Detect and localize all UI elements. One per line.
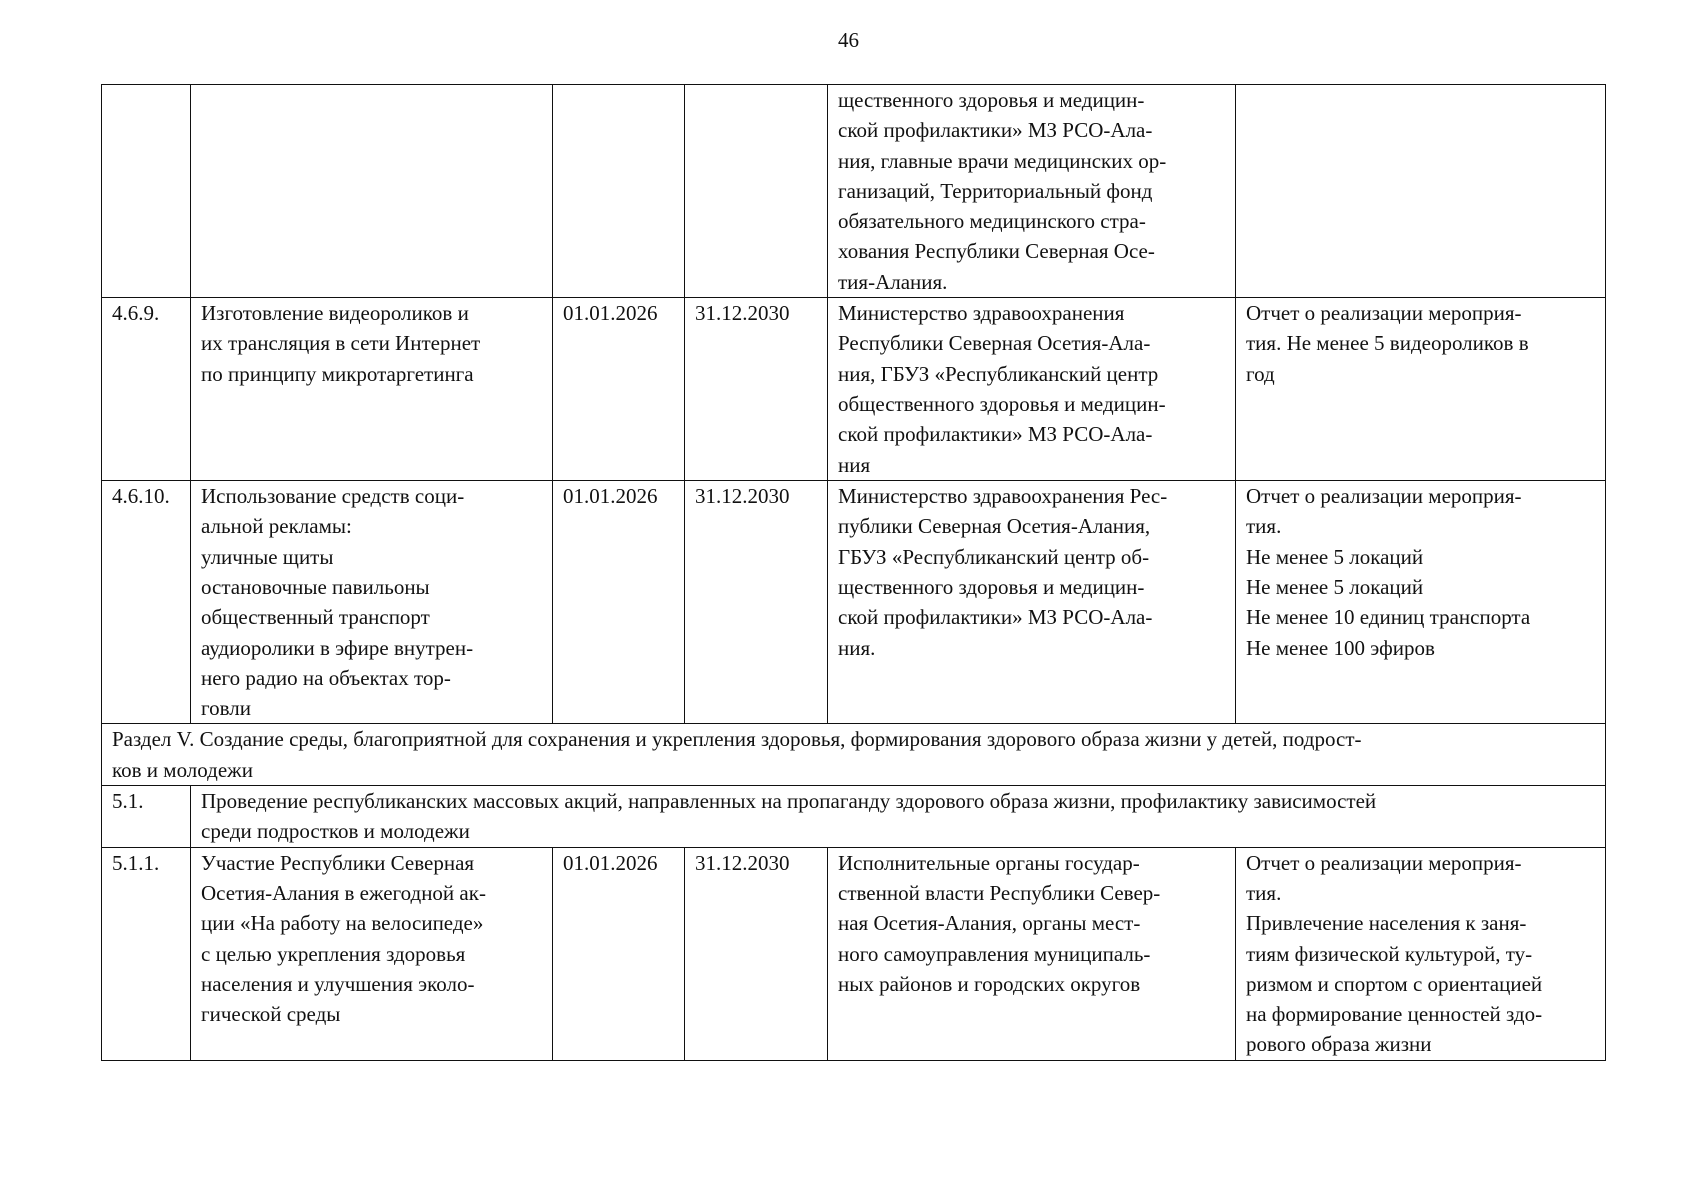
start-date-cell xyxy=(553,85,685,298)
start-date-cell: 01.01.2026 xyxy=(553,298,685,481)
end-date-cell: 31.12.2030 xyxy=(685,847,828,1060)
executors-cell: Министерство здравоохранения Рес- публики Северная Осетия-Алания, ГБУЗ «Республиканский центр об- щественного здоровья и медицин- ской профилактики» МЗ РСО-Ала- ния. xyxy=(828,481,1236,724)
section-heading-row xyxy=(102,724,1606,786)
activity-cell: Участие Республики Северная Осетия-Алания в ежегодной ак- ции «На работу на велосипеде» с целью укрепления здоровья населения и улучшения эколо- гической среды xyxy=(191,847,553,1060)
activity-cell: Использование средств соци- альной рекламы: уличные щиты остановочные павильоны общественный транспорт аудиоролики в эфире внутрен- него радио на объектах тор- говли xyxy=(191,481,553,724)
row-number-cell xyxy=(102,85,191,298)
row-number-cell: 4.6.10. xyxy=(102,481,191,724)
subsection-title: Проведение республиканских массовых акций, направленных на пропаганду здорового образа жизни, профилактику зависимостей среди подростков и молодежи xyxy=(191,786,1606,848)
row-number-cell: 4.6.9. xyxy=(102,298,191,481)
result-cell xyxy=(1236,85,1606,298)
activities-table xyxy=(101,84,1606,1061)
table-row xyxy=(102,298,1606,481)
end-date-cell xyxy=(685,85,828,298)
start-date-cell: 01.01.2026 xyxy=(553,481,685,724)
table-row xyxy=(102,481,1606,724)
row-number-cell: 5.1.1. xyxy=(102,847,191,1060)
result-cell: Отчет о реализации мероприя- тия. Не менее 5 локаций Не менее 5 локаций Не менее 10 единиц транспорта Не менее 100 эфиров xyxy=(1236,481,1606,724)
executors-cell: Министерство здравоохранения Республики Северная Осетия-Ала- ния, ГБУЗ «Республиканский центр общественного здоровья и медицин- ской профилактики» МЗ РСО-Ала- ния xyxy=(828,298,1236,481)
activity-cell: Изготовление видеороликов и их трансляция в сети Интернет по принципу микротаргетинга xyxy=(191,298,553,481)
result-cell: Отчет о реализации мероприя- тия. Привлечение населения к заня- тиям физической культурой, ту- ризмом и спортом с ориентацией на формирование ценностей здо- рового образа жизни xyxy=(1236,847,1606,1060)
page-number: 46 xyxy=(838,28,859,52)
start-date-cell: 01.01.2026 xyxy=(553,847,685,1060)
section-v-title: Раздел V. Создание среды, благоприятной для сохранения и укрепления здоровья, формирования здорового образа жизни у детей, подрост- ков и молодежи xyxy=(102,724,1606,786)
table-row xyxy=(102,786,1606,848)
end-date-cell: 31.12.2030 xyxy=(685,298,828,481)
executors-cell: Исполнительные органы государ- ственной власти Республики Север- ная Осетия-Алания, органы мест- ного самоуправления муниципаль- ных районов и городских округов xyxy=(828,847,1236,1060)
table-row xyxy=(102,85,1606,298)
executors-cell: щественного здоровья и медицин- ской профилактики» МЗ РСО-Ала- ния, главные врачи медицинских ор- ганизаций, Территориальный фонд обязательного медицинского стра- хования Республики Северная Осе- тия-Алания. xyxy=(828,85,1236,298)
table-row xyxy=(102,847,1606,1060)
result-cell: Отчет о реализации мероприя- тия. Не менее 5 видеороликов в год xyxy=(1236,298,1606,481)
activity-cell xyxy=(191,85,553,298)
row-number-cell: 5.1. xyxy=(102,786,191,848)
end-date-cell: 31.12.2030 xyxy=(685,481,828,724)
